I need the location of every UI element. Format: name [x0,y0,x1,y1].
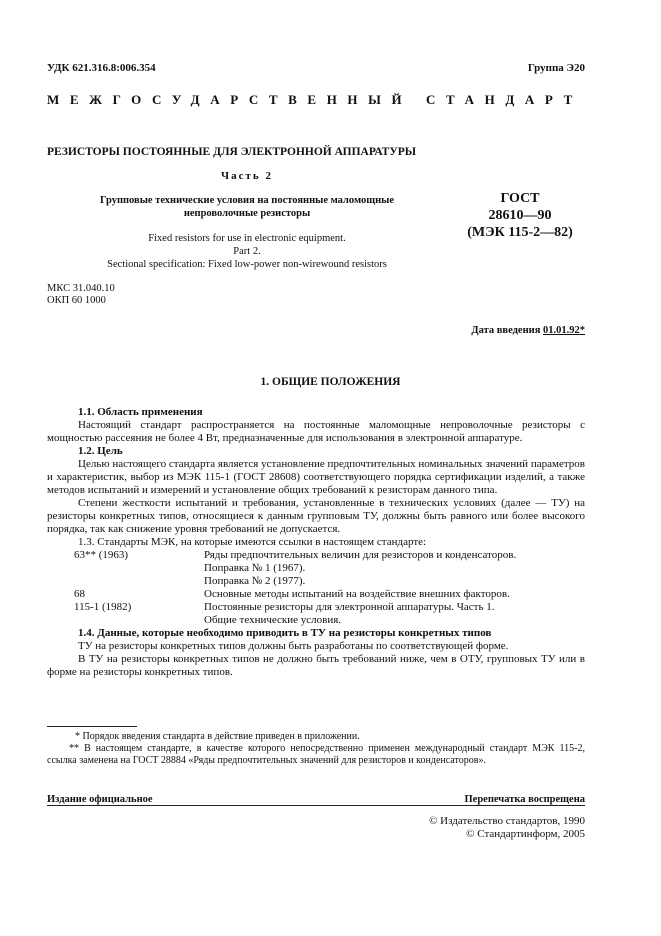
effective-date-label: Дата введения [471,325,543,336]
standard-banner: МЕЖГОСУДАРСТВЕННЫЙ СТАНДАРТ [47,92,583,107]
effective-date [471,325,585,336]
reprint-prohibited-label: Перепечатка воспрещена [464,794,585,805]
reference-code: 63** (1963) [74,549,129,561]
subtitle-line: Групповые технические условия на постоянные маломощные [99,195,395,206]
reference-desc: Общие технические условия. [204,614,342,626]
reference-desc: Основные методы испытаний на воздействие внешних факторов. [204,588,510,600]
paragraph: Целью настоящего стандарта является установление предпочтительных номинальных значений параметров и характеристик, выбор из МЭК 115-1 (ГОСТ 28608) соответствующего порядка сертификации изделий, а также методов испытаний и измерений и установление общих требований к резисторам данного типа. [47,458,585,496]
reference-row [47,575,585,588]
footnotes [47,731,585,767]
copyright-line: © Стандартинформ, 2005 [466,828,585,840]
part-label: Часть 2 [221,170,273,182]
document-title: РЕЗИСТОРЫ ПОСТОЯННЫЕ ДЛЯ ЭЛЕКТРОННОЙ АППАРАТУРЫ [47,146,417,158]
subtitle-line: непроволочные резисторы [183,208,311,219]
copyright-line: © Издательство стандартов, 1990 [429,815,585,827]
english-title-line: Sectional specification: Fixed low-power non-wirewound resistors [107,259,387,270]
paragraph: ТУ на резисторы конкретных типов должны быть разработаны по соответствующей форме. [78,640,509,652]
paragraph: Степени жесткости испытаний и требования, установленные в технических условиях (далее — ТУ) на резисторы конкретных типов, относящиеся к данным групповым ТУ, должны быть равного или более высокого порядка, так как снижение уровня требований не допускается. [47,497,585,535]
english-title [47,232,447,271]
gost-label: ГОСТ [500,191,540,206]
subsection-title: 1.1. Область применения [78,406,203,418]
reference-desc: Поправка № 2 (1977). [204,575,306,587]
footnote: ** В настоящем стандарте, в качестве которого непосредственно применен международный стандарт МЭК 115-2, ссылка заменена на ГОСТ 28884 «Ряды предпочтительных значений для резисторов и конденсаторов». [47,743,585,766]
okp-code: ОКП 60 1000 [47,294,106,306]
bottom-divider [47,805,585,806]
paragraph: Настоящий стандарт распространяется на постоянные маломощные непроволочные резисторы с мощностью рассеяния не более 4 Вт, предназначенные для использования в электронной аппаратуре. [47,419,585,444]
iec-code: (МЭК 115-2—82) [467,225,573,240]
english-title-line: Part 2. [233,246,261,257]
footnote: * Порядок введения стандарта в действие приведен в приложении. [75,731,360,742]
mks-code: МКС 31.040.10 [47,283,115,294]
gost-number [450,190,590,241]
section-heading: 1. ОБЩИЕ ПОЛОЖЕНИЯ [260,376,401,388]
reference-row [47,614,585,627]
subsection-title: 1.2. Цель [78,445,123,457]
reference-code: 68 [74,588,85,600]
reference-row [47,549,585,562]
paragraph: В ТУ на резисторы конкретных типов не должно быть требований ниже, чем в ОТУ, групповых ТУ или в форме на резисторы конкретных типов. [47,653,585,678]
reference-desc: Ряды предпочтительных величин для резисторов и конденсаторов. [204,549,517,561]
reference-desc: Поправка № 1 (1967). [204,562,306,574]
gost-code: 28610—90 [488,208,552,223]
english-title-line: Fixed resistors for use in electronic equipment. [148,233,346,244]
footnote-divider [47,726,137,727]
udk-code: УДК 621.316.8:006.354 [47,62,156,74]
effective-date-value: 01.01.92* [543,325,585,336]
official-edition-label: Издание официальное [47,794,153,805]
subsection-title: 1.4. Данные, которые необходимо приводить в ТУ на резисторы конкретных типов [78,627,492,639]
document-subtitle [47,194,447,220]
reference-code [47,575,204,588]
classification-codes [47,283,115,306]
reference-row [47,601,585,614]
section-body [47,406,585,679]
reference-code [47,614,204,627]
group-code: Группа Э20 [527,62,585,74]
paragraph: 1.3. Стандарты МЭК, на которые имеются ссылки в настоящем стандарте: [78,536,427,548]
reference-row [47,588,585,601]
reference-row [47,562,585,575]
reference-code [47,562,204,575]
reference-code: 115-1 (1982) [74,601,132,613]
reference-list [47,549,585,627]
reference-desc: Постоянные резисторы для электронной аппаратуры. Часть 1. [204,601,495,613]
